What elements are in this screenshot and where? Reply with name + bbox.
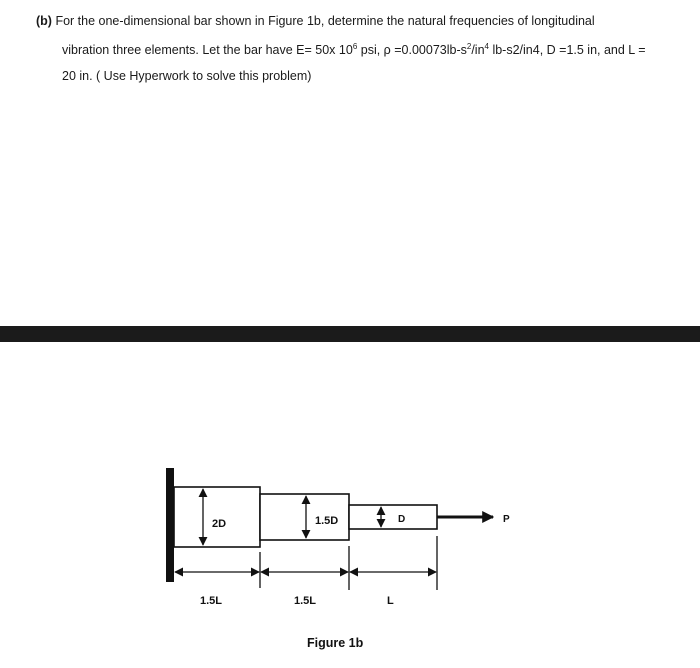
section-divider [0,326,700,342]
length-label-3: L [387,595,394,607]
problem-tag: (b) [36,14,52,28]
figure-1b [0,342,700,668]
fixed-wall [166,468,174,582]
exponent-2: 2 [466,42,472,51]
section-label-2d: 2D [212,518,227,530]
length-label-1: 1.5L [200,595,223,607]
problem-line-2-d: lb-s2/in4, D =1.5 in, and L = [488,43,646,58]
problem-line-3: 20 in. ( Use Hyperwork to solve this problem) [62,69,312,84]
exponent-6: 6 [352,42,358,51]
bar-section-2d [174,487,260,547]
problem-line-1 [36,8,661,34]
problem-line-1-text: For the one-dimensional bar shown in Figure 1b, determine the natural frequencies of longitudinal [55,14,595,28]
section-label-d: D [398,514,406,525]
bar-section-d [349,505,437,529]
problem-line-2 [36,34,661,63]
problem-line-2-b: psi, ρ =0.00073lb-s [357,43,467,58]
problem-line-2-a: vibration three elements. Let the bar have E= 50x 10 [62,43,353,58]
exponent-4: 4 [484,42,489,51]
figure-caption: Figure 1b [307,636,364,650]
load-label: P [503,514,510,525]
length-label-2: 1.5L [294,595,317,607]
section-label-1-5d: 1.5D [315,515,339,527]
problem-statement [36,8,661,89]
problem-line-2-c: /in [471,43,485,58]
